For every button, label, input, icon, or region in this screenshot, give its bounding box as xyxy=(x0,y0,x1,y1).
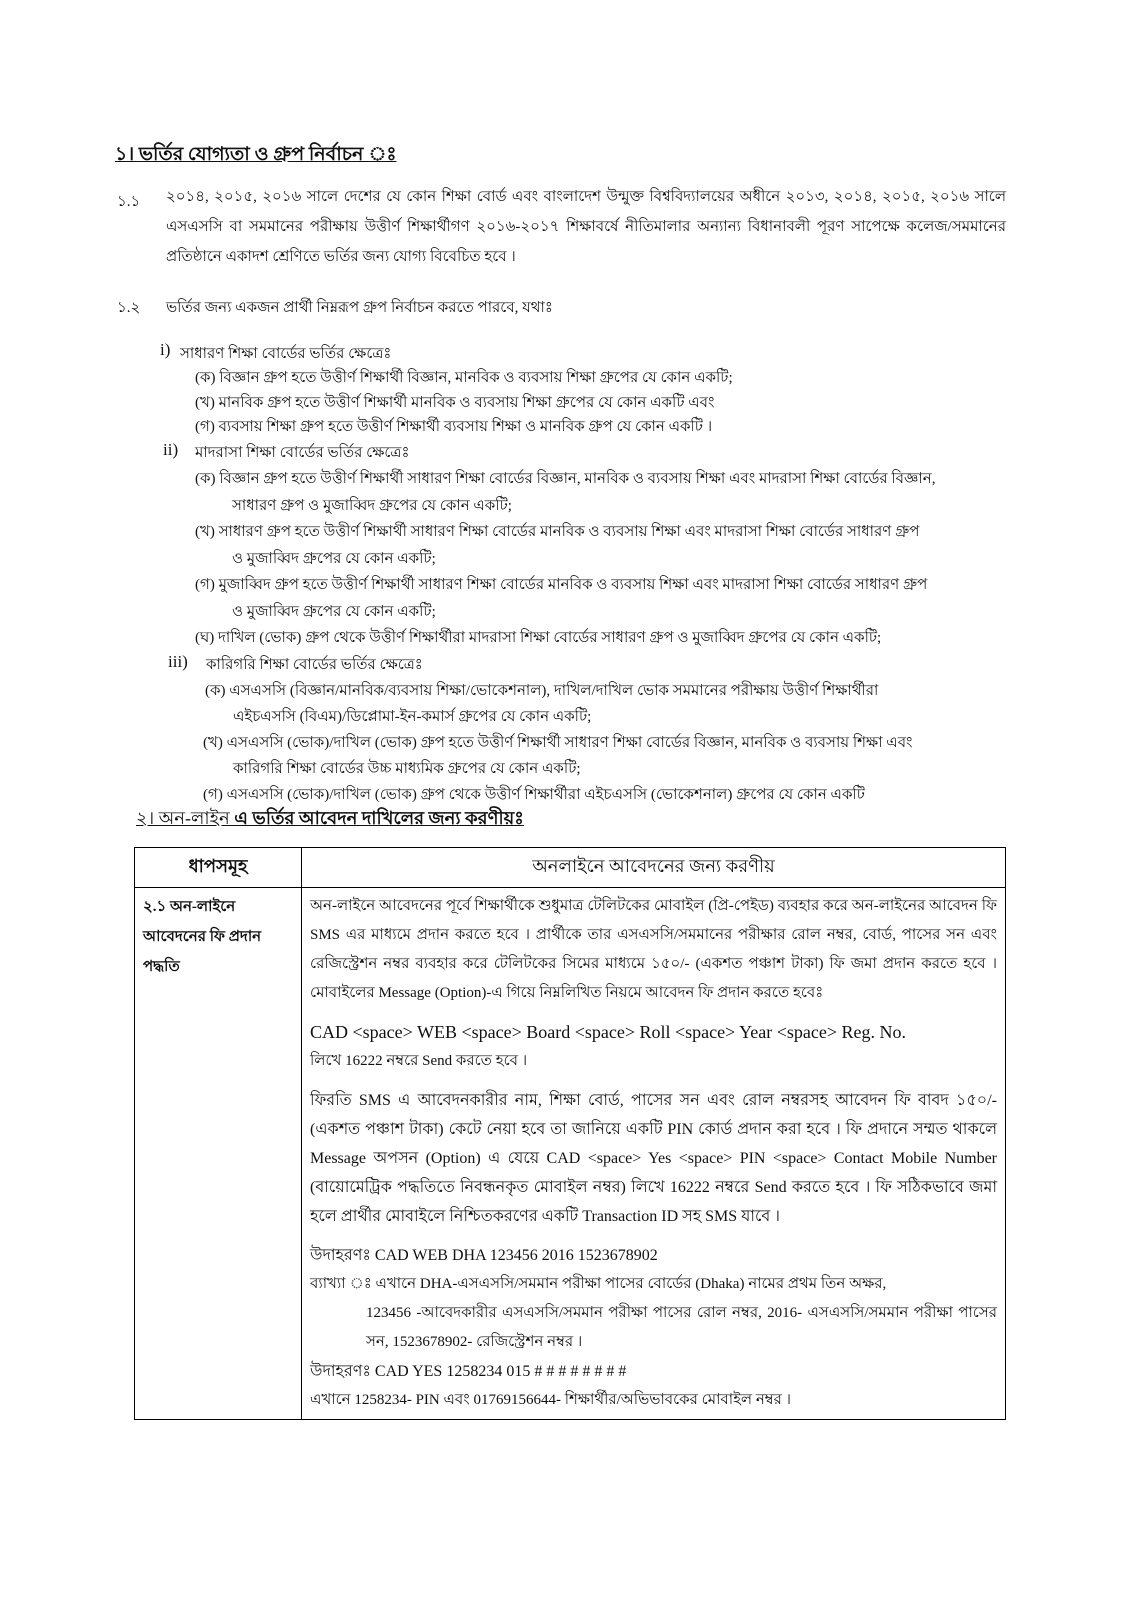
explanation xyxy=(310,1270,997,1299)
sms-send: লিখে 16222 নম্বরে Send করতে হবে । xyxy=(310,1053,528,1069)
step-content xyxy=(302,888,1006,1420)
table-row xyxy=(135,888,1006,1420)
example-1: উদাহরণঃ CAD WEB DHA 123456 2016 1523678902 xyxy=(310,1247,658,1264)
para-1-1-number: ১.১ xyxy=(117,194,141,210)
para-1-1: ২০১৪, ২০১৫, ২০১৬ সালে দেশের যে কোন শিক্ষা বোর্ড এবং বাংলাদেশ উন্মুক্ত বিশ্ববিদ্যালয়ের অধীনে ২০১৩, ২০১৪, ২০১৫, ২০১৬ সালে এসএসসি বা সমমানের পরীক্ষায় উত্তীর্ণ শিক্ষার্থীগণ ২০১৬-২০১৭ শিক্ষাবর্ষে নীতিমালার অন্যান্য বিধানাবলী পূরণ সাপেক্ষে কলেজ/সমমানের প্রতিষ্ঠানে একাদশ শ্রেণিতে ভর্তির জন্য যোগ্য বিবেচিত হবে । xyxy=(166,189,1006,265)
section-1-heading: ১। ভর্তির যোগ্যতা ও গ্রুপ নির্বাচন ঃ xyxy=(115,144,397,165)
list-iii-title: কারিগরি শিক্ষা বোর্ডের ভর্তির ক্ষেত্রেঃ xyxy=(206,657,423,673)
list-ii-title: মাদরাসা শিক্ষা বোর্ডের ভর্তির ক্ষেত্রেঃ xyxy=(195,445,410,461)
list-item: (গ) এসএসসি (ভোক)/দাখিল (ভোক) গ্রুপ থেকে উত্তীর্ণ শিক্ষার্থীরা এইচএসসি (ভোকেশনাল) গ্রুপের যে কোন একটি xyxy=(203,787,865,803)
para-1-2-number: ১.২ xyxy=(117,300,141,316)
list-item-cont: কারিগরি শিক্ষা বোর্ডের উচ্চ মাধ্যমিক গ্রুপের যে কোন একটি; xyxy=(233,761,581,777)
table-header-steps: ধাপসমূহ xyxy=(135,848,302,888)
list-ii-label: ii) xyxy=(163,440,179,459)
list-i-label: i) xyxy=(160,340,171,359)
list-item: (ক) বিজ্ঞান গ্রুপ হতে উত্তীর্ণ শিক্ষার্থী বিজ্ঞান, মানবিক ও ব্যবসায় শিক্ষা গ্রুপের যে কোন একটি; xyxy=(195,370,733,386)
list-item: (খ) মানবিক গ্রুপ হতে উত্তীর্ণ শিক্ষার্থী মানবিক ও ব্যবসায় শিক্ষা গ্রুপের যে কোন একটি এবং xyxy=(195,395,715,411)
list-item: (ক) এসএসসি (বিজ্ঞান/মানবিক/ব্যবসায় শিক্ষা/ভোকেশনাল), দাখিল/দাখিল ভোক সমমানের পরীক্ষায় উত্তীর্ণ শিক্ষার্থীরা xyxy=(205,683,879,699)
section-2-heading-bold: এ ভর্তির আবেদন দাখিলের জন্য করণীয়ঃ xyxy=(229,808,524,828)
explanation-label: ব্যাখ্যা ঃ xyxy=(310,1276,372,1292)
list-item-cont: এইচএসসি (বিএম)/ডিপ্লোমা-ইন-কমার্স গ্রুপের যে কোন একটি; xyxy=(233,709,592,725)
list-item-cont: সাধারণ গ্রুপ ও মুজাব্বিদ গ্রুপের যে কোন একটি; xyxy=(232,498,512,514)
example-2: উদাহরণঃ CAD YES 1258234 015 # # # # # # # # xyxy=(310,1363,627,1380)
list-iii-label: iii) xyxy=(168,652,188,671)
sms-format: CAD <space> WEB <space> Board <space> Roll <space> Year <space> Reg. No. xyxy=(310,1022,907,1042)
table-header-tasks: অনলাইনে আবেদনের জন্য করণীয় xyxy=(302,848,1006,888)
online-application-table xyxy=(134,847,1006,1420)
list-i-title: সাধারণ শিক্ষা বোর্ডের ভর্তির ক্ষেত্রেঃ xyxy=(180,346,392,362)
list-item-cont: ও মুজাব্বিদ গ্রুপের যে কোন একটি; xyxy=(232,604,436,620)
explanation-line-1: এখানে DHA-এসএসসি/সমমান পরীক্ষা পাসের বোর্ডের (Dhaka) নামের প্রথম তিন অক্ষর, xyxy=(375,1276,887,1292)
section-2-heading xyxy=(136,804,524,835)
list-item: (গ) ব্যবসায় শিক্ষা গ্রুপ হতে উত্তীর্ণ শিক্ষার্থী ব্যবসায় শিক্ষা ও মানবিক গ্রুপ যে কোন একটি । xyxy=(195,419,713,435)
instruction-para-2: ফিরতি SMS এ আবেদনকারীর নাম, শিক্ষা বোর্ড, পাসের সন এবং রোল নম্বরসহ আবেদন ফি বাবদ ১৫০/- (একশত পঞ্চাশ টাকা) কেটে নেয়া হবে তা জানিয়ে একটি PIN কোর্ড প্রদান করা হবে । ফি প্রদানে সম্মত থাকলে Message অপসন (Option) এ যেয়ে CAD <space> Yes <space> PIN <space> Contact Mobile Number (বায়োমেট্রিক পদ্ধতিতে নিবন্ধনকৃত মোবাইল নম্বর) লিখে 16222 নম্বরে Send করতে হবে । ফি সঠিকভাবে জমা হলে প্রার্থীর মোবাইলে নিশ্চিতকরণের একটি Transaction ID সহ SMS যাবে । xyxy=(310,1092,997,1225)
instruction-para-1: অন-লাইনে আবেদনের পূর্বে শিক্ষার্থীকে শুধুমাত্র টেলিটকের মোবাইল (প্রি-পেইড) ব্যবহার করে অন-লাইনের আবেদন ফি SMS এর মাধ্যমে প্রদান করতে হবে । প্রার্থীকে তার এসএসসি/সমমানের পরীক্ষার রোল নম্বর, বোর্ড, পাসের সন এবং রেজিস্ট্রেশন নম্বর ব্যবহার করে টেলিটকের সিমের মাধ্যমে ১৫০/- (একশত পঞ্চাশ টাকা) ফি জমা প্রদান করতে হবে । মোবাইলের Message (Option)-এ গিয়ে নিম্নলিখিত নিয়মে আবেদন ফি প্রদান করতে হবেঃ xyxy=(310,898,997,1001)
explanation-line-3: এখানে 1258234- PIN এবং 01769156644- শিক্ষার্থীর/অভিভাবকের মোবাইল নম্বর । xyxy=(310,1392,792,1408)
section-2-heading-plain: ২। অন-লাইন xyxy=(136,808,230,828)
list-item: (গ) মুজাব্বিদ গ্রুপ হতে উত্তীর্ণ শিক্ষার্থী সাধারণ শিক্ষা বোর্ডের মানবিক ও ব্যবসায় শিক্ষা এবং মাদরাসা শিক্ষা বোর্ডের সাধারণ গ্রুপ xyxy=(195,577,928,593)
list-item: (খ) এসএসসি (ভোক)/দাখিল (ভোক) গ্রুপ হতে উত্তীর্ণ শিক্ষার্থী সাধারণ শিক্ষা বোর্ডের বিজ্ঞান, মানবিক ও ব্যবসায় শিক্ষা এবং xyxy=(203,735,913,751)
explanation-line-2: 123456 -আবেদকারীর এসএসসি/সমমান পরীক্ষা পাসের রোল নম্বর, 2016- এসএসসি/সমমান পরীক্ষা পাসের সন, 1523678902- রেজিস্ট্রেশন নম্বর । xyxy=(366,1305,997,1350)
step-label: ২.১ অন-লাইনে আবেদনের ফি প্রদান পদ্ধতি xyxy=(135,888,302,1420)
list-item: (খ) সাধারণ গ্রুপ হতে উত্তীর্ণ শিক্ষার্থী সাধারণ শিক্ষা বোর্ডের মানবিক ও ব্যবসায় শিক্ষা এবং মাদরাসা শিক্ষা বোর্ডের সাধারণ গ্রুপ xyxy=(195,524,920,540)
list-item: (ক) বিজ্ঞান গ্রুপ হতে উত্তীর্ণ শিক্ষার্থী সাধারণ শিক্ষা বোর্ডের বিজ্ঞান, মানবিক ও ব্যবসায় শিক্ষা এবং মাদরাসা শিক্ষা বোর্ডের বিজ্ঞান, xyxy=(195,471,936,487)
list-item-cont: ও মুজাব্বিদ গ্রুপের যে কোন একটি; xyxy=(232,551,436,567)
list-item: (ঘ) দাখিল (ভোক) গ্রুপ থেকে উত্তীর্ণ শিক্ষার্থীরা মাদরাসা শিক্ষা বোর্ডের সাধারণ গ্রুপ ও মুজাব্বিদ গ্রুপের যে কোন একটি; xyxy=(195,630,882,646)
para-1-2: ভর্তির জন্য একজন প্রার্থী নিম্নরূপ গ্রুপ নির্বাচন করতে পারবে, যথাঃ xyxy=(166,300,553,316)
